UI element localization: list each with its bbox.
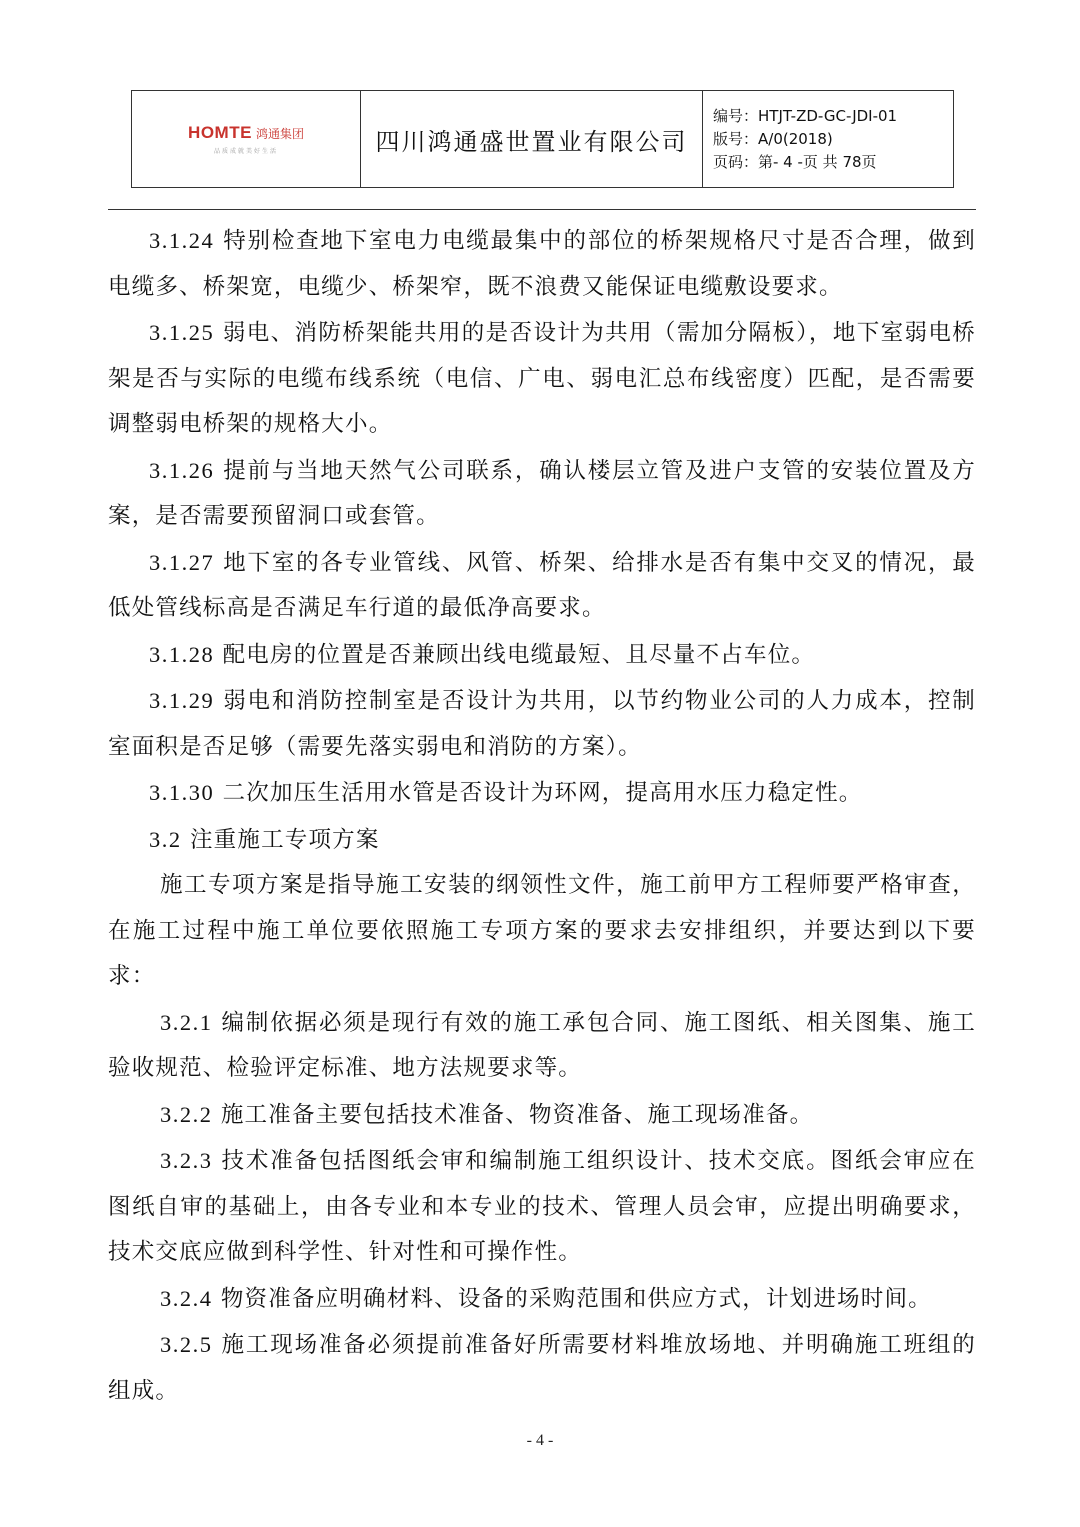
clause-number: 3.2.1: [160, 1009, 213, 1035]
document-body: [108, 218, 976, 1414]
section-number: 3.2: [149, 826, 182, 852]
clause-text: 二次加压生活用水管是否设计为环网，提高用水压力稳定性。: [222, 780, 863, 806]
logo-name: 鸿通集团: [255, 126, 304, 141]
body-text: 施工专项方案是指导施工安装的纲领性文件，施工前甲方工程师要严格审查，在施工过程中施工单位要依照施工专项方案的要求去安排组织，并要达到以下要求：: [108, 872, 976, 989]
clause-text: 技术准备包括图纸会审和编制施工组织设计、技术交底。图纸会审应在图纸自审的基础上，由各专业和本专业的技术、管理人员会审，应提出明确要求，技术交底应做到科学性、针对性和可操作性。: [108, 1148, 976, 1265]
clause-number: 3.2.4: [160, 1285, 213, 1311]
clause-number: 3.2.2: [160, 1101, 213, 1127]
paragraph: [108, 1276, 976, 1323]
doc-number: 编号：HTJT-ZD-GC-JDⅠ-01: [713, 107, 898, 125]
header-divider: [108, 209, 976, 210]
clause-text: 配电房的位置是否兼顾出线电缆最短、且尽量不占车位。: [222, 641, 816, 668]
page-number: - 4 -: [526, 1432, 554, 1449]
clause-text: 提前与当地天然气公司联系，确认楼层立管及进户支管的安装位置及方案，是否需要预留洞口或套管。: [108, 457, 977, 529]
clause-number: 3.1.24: [149, 228, 215, 253]
paragraph: [108, 863, 976, 1000]
paragraph: [108, 1322, 976, 1414]
clause-text: 地下室的各专业管线、风管、桥架、给排水是否有集中交叉的情况，最低处管线标高是否满足车行道的最低净高要求。: [108, 549, 977, 621]
paragraph: [108, 770, 976, 817]
company-logo: [132, 91, 361, 187]
clause-number: 3.1.28: [149, 641, 215, 667]
clause-number: 3.1.29: [149, 688, 215, 713]
clause-number: 3.2.3: [160, 1148, 213, 1173]
clause-number: 3.2.5: [160, 1332, 213, 1357]
section-title: 注重施工专项方案: [189, 826, 380, 853]
clause-text: 编制依据必须是现行有效的施工承包合同、施工图纸、相关图集、施工验收规范、检验评定标准、地方法规要求等。: [108, 1009, 976, 1081]
clause-text: 特别检查地下室电力电缆最集中的部位的桥架规格尺寸是否合理，做到电缆多、桥架宽，电缆少、桥架窄，既不浪费又能保证电缆敷设要求。: [108, 228, 977, 300]
clause-number: 3.1.27: [149, 549, 215, 575]
clause-number: 3.1.26: [149, 457, 215, 483]
document-header: [131, 90, 954, 188]
paragraph: [108, 678, 976, 770]
clause-text: 物资准备应明确材料、设备的采购范围和供应方式，计划进场时间。: [220, 1285, 932, 1312]
clause-text: 弱电、消防桥架能共用的是否设计为共用（需加分隔板），地下室弱电桥架是否与实际的电缆布线系统（电信、广电、弱电汇总布线密度）匹配，是否需要调整弱电桥架的规格大小。: [108, 320, 977, 437]
paragraph: [108, 540, 976, 632]
document-meta: [703, 91, 953, 187]
paragraph: [108, 310, 976, 448]
clause-text: 弱电和消防控制室是否设计为共用，以节约物业公司的人力成本，控制室面积是否足够（需要先落实弱电和消防的方案）。: [108, 688, 977, 760]
clause-text: 施工现场准备必须提前准备好所需要材料堆放场地、并明确施工班组的组成。: [108, 1332, 976, 1404]
company-name: 四川鸿通盛世置业有限公司: [361, 91, 703, 187]
clause-number: 3.1.25: [149, 320, 215, 345]
paragraph: [108, 448, 976, 540]
paragraph: [108, 218, 976, 310]
clause-number: 3.1.30: [149, 780, 215, 805]
logo-mark: HOMTE: [188, 123, 252, 142]
section-heading: [108, 817, 976, 864]
clause-text: 施工准备主要包括技术准备、物资准备、施工现场准备。: [220, 1101, 814, 1128]
logo-tagline: 品质成就美好生活: [213, 148, 278, 155]
page-info: 页码：第- 4 -页 共 78页: [713, 153, 877, 171]
paragraph: [108, 1000, 976, 1092]
paragraph: [108, 1138, 976, 1276]
paragraph: [108, 632, 976, 679]
doc-version: 版号：A/0(2018): [713, 130, 833, 148]
paragraph: [108, 1092, 976, 1139]
